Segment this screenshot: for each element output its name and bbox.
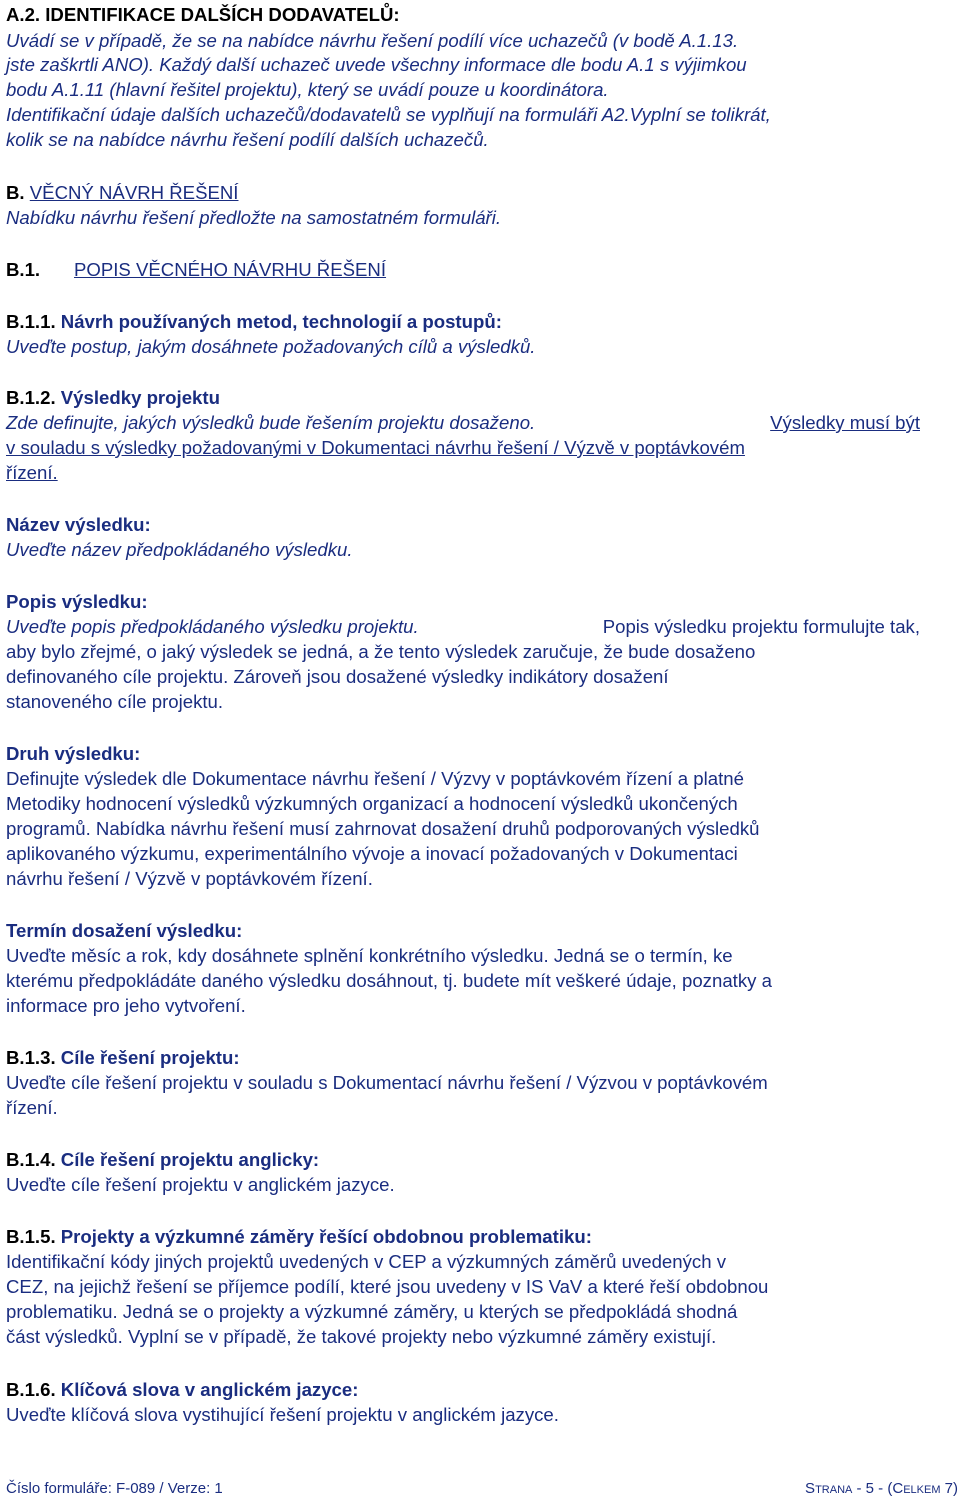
result-description-line-4: stanoveného cíle projektu. <box>6 691 224 712</box>
section-b-note: Nabídku návrhu řešení předložte na samostatném formuláři. <box>6 207 502 228</box>
footer-page-letter-2: C <box>892 1480 904 1497</box>
section-b11-title: Návrh používaných metod, technologií a postupů: <box>60 311 502 332</box>
a2-intro-line-5: kolik se na nabídce návrhu řešení podílí dalších uchazečů. <box>6 129 489 150</box>
section-b12-line-2: v souladu s výsledky požadovanými v Dokumentaci návrhu řešení / Výzvě v poptávkovém <box>6 437 745 458</box>
section-b11-number: B.1.1. <box>6 311 56 332</box>
footer-page-number: - 5 - ( <box>852 1480 893 1497</box>
section-b12-title: Výsledky projektu <box>60 387 220 408</box>
result-type-line-4: aplikovaného výzkumu, experimentálního vývoje a inovací požadovaných v Dokumentaci <box>6 843 738 864</box>
a2-intro-line-3: bodu A.1.11 (hlavní řešitel projektu), který se uvádí pouze u koordinátora. <box>6 79 609 100</box>
section-b15-line-2: CEZ, na jejichž řešení se příjemce podílí, které jsou uvedeny v IS VaV a které řeší obdobnou <box>6 1276 769 1297</box>
section-b14-title: Cíle řešení projektu anglicky: <box>60 1149 320 1170</box>
section-b13-line-1: Uveďte cíle řešení projektu v souladu s Dokumentací návrhu řešení / Výzvou v poptávkovém <box>6 1072 768 1093</box>
section-b14-number: B.1.4. <box>6 1149 56 1170</box>
section-b15-number: B.1.5. <box>6 1226 56 1247</box>
result-deadline-heading: Termín dosažení výsledku: <box>6 920 243 941</box>
section-b-prefix: B. <box>6 182 25 203</box>
result-deadline-line-2: kterému předpokládáte daného výsledku dosáhnout, tj. budete mít veškeré údaje, poznatky a <box>6 970 772 991</box>
section-b1-heading <box>6 258 386 282</box>
result-type-heading: Druh výsledku: <box>6 743 141 764</box>
footer-page-word-2: ELKEM <box>903 1484 941 1496</box>
result-description-heading: Popis výsledku: <box>6 591 148 612</box>
result-description-line-1 <box>6 615 920 639</box>
a2-intro-line-2: jste zaškrtli ANO). Každý další uchazeč uvede všechny informace dle bodu A.1 s výjimkou <box>6 54 747 75</box>
a2-intro-line-4 <box>6 103 771 127</box>
section-b15-line-1: Identifikační kódy jiných projektů uvedených v CEP a výzkumných záměrů uvedených v <box>6 1251 727 1272</box>
footer-form-number: Číslo formuláře: F-089 / Verze: 1 <box>6 1480 223 1497</box>
a2-intro-line-1: Uvádí se v případě, že se na nabídce návrhu řešení podílí více uchazečů (v bodě A.1.13. <box>6 30 739 51</box>
section-b13-line-2: řízení. <box>6 1097 58 1118</box>
section-a2-heading: A.2. IDENTIFIKACE DALŠÍCH DODAVATELŮ: <box>6 4 400 25</box>
section-b11-text: Uveďte postup, jakým dosáhnete požadovaných cílů a výsledků. <box>6 336 536 357</box>
section-b12-line-1-underlined: Výsledky musí být <box>770 412 920 433</box>
section-b-title: VĚCNÝ NÁVRH ŘEŠENÍ <box>29 182 239 203</box>
section-b-heading <box>6 181 238 205</box>
result-description-line-1-plain: Popis výsledku projektu formulujte tak, <box>602 616 920 637</box>
footer-page-indicator <box>805 1479 958 1500</box>
section-b13-title: Cíle řešení projektu: <box>60 1047 240 1068</box>
result-deadline-line-1: Uveďte měsíc a rok, kdy dosáhnete splnění konkrétního výsledku. Jedná se o termín, ke <box>6 945 733 966</box>
section-b1-number: B.1. <box>6 259 41 280</box>
section-b16-text: Uveďte klíčová slova vystihující řešení projektu v anglickém jazyce. <box>6 1404 559 1425</box>
section-b12-heading <box>6 386 220 410</box>
result-description-line-3: definovaného cíle projektu. Zároveň jsou dosažené výsledky indikátory dosažení <box>6 666 669 687</box>
footer-page-total: 7) <box>940 1480 958 1497</box>
result-type-line-1: Definujte výsledek dle Dokumentace návrhu řešení / Výzvy v poptávkovém řízení a platné <box>6 768 744 789</box>
section-b12-line-1-text: Zde definujte, jakých výsledků bude řešením projektu dosaženo. <box>6 412 536 433</box>
section-b16-number: B.1.6. <box>6 1379 56 1400</box>
section-b15-heading <box>6 1225 592 1249</box>
result-description-line-2: aby bylo zřejmé, o jaký výsledek se jedná, a že tento výsledek zaručuje, že bude dosaženo <box>6 641 756 662</box>
section-b13-number: B.1.3. <box>6 1047 56 1068</box>
result-type-line-3: programů. Nabídka návrhu řešení musí zahrnovat dosažení druhů podporovaných výsledků <box>6 818 760 839</box>
section-b15-line-4: část výsledků. Vyplní se v případě, že takové projekty nebo výzkumné záměry existují. <box>6 1326 717 1347</box>
section-b14-heading <box>6 1148 319 1172</box>
section-b1-title: POPIS VĚCNÉHO NÁVRHU ŘEŠENÍ <box>74 259 387 280</box>
section-b16-title: Klíčová slova v anglickém jazyce: <box>60 1379 359 1400</box>
result-name-text: Uveďte název předpokládaného výsledku. <box>6 539 353 560</box>
a2-intro-line-4-part1: Identifikační údaje dalších uchazečů/dodavatelů se vyplňují na formuláři A2. <box>6 104 630 125</box>
section-b15-line-3: problematiku. Jedná se o projekty a výzkumné záměry, u kterých se předpokládá shodná <box>6 1301 738 1322</box>
section-b16-heading <box>6 1378 358 1402</box>
result-name-heading: Název výsledku: <box>6 514 151 535</box>
result-type-line-5: návrhu řešení / Výzvě v poptávkovém řízení. <box>6 868 373 889</box>
section-b12-line-3: řízení. <box>6 462 58 483</box>
section-b14-text: Uveďte cíle řešení projektu v anglickém jazyce. <box>6 1174 395 1195</box>
result-deadline-line-3: informace pro jeho vytvoření. <box>6 995 246 1016</box>
section-b12-line-1 <box>6 411 920 435</box>
section-b13-heading <box>6 1046 240 1070</box>
result-description-line-1-italic: Uveďte popis předpokládaného výsledku projektu. <box>6 616 419 637</box>
section-b11-heading <box>6 310 502 334</box>
result-type-line-2: Metodiky hodnocení výsledků výzkumných organizací a hodnocení výsledků ukončených <box>6 793 738 814</box>
section-b12-number: B.1.2. <box>6 387 56 408</box>
footer-page-letter-1: S <box>805 1480 816 1497</box>
a2-intro-line-4-part2: Vyplní se tolikrát, <box>629 104 771 125</box>
footer-page-word-1: TRANA <box>815 1484 853 1496</box>
section-b15-title: Projekty a výzkumné záměry řešící obdobnou problematiku: <box>60 1226 592 1247</box>
